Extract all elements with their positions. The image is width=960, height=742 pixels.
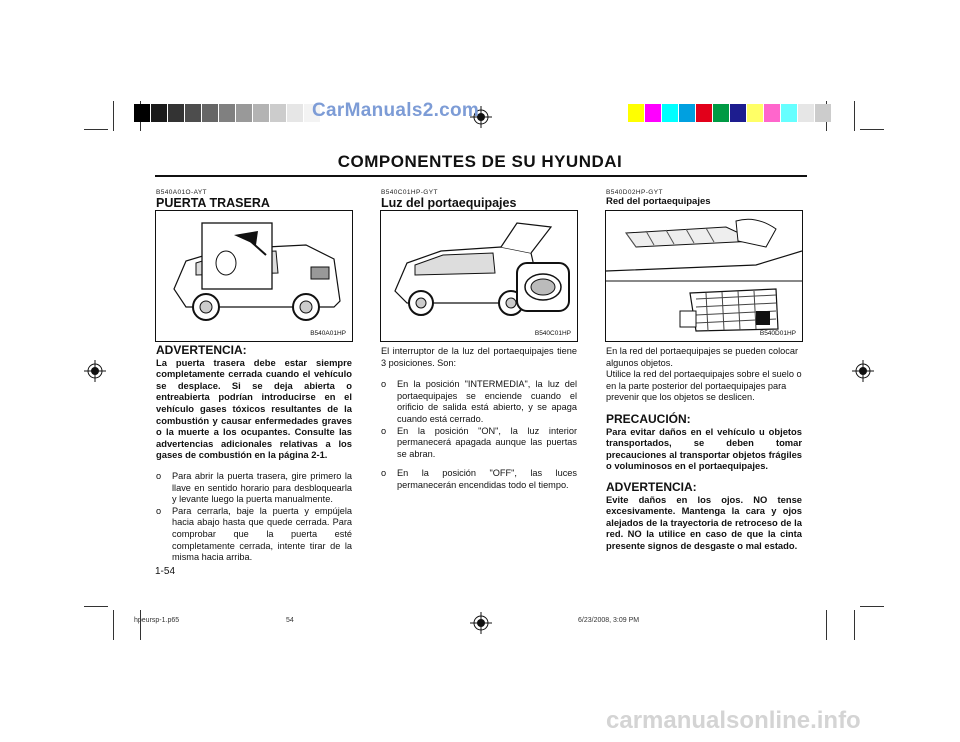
color-swatch bbox=[679, 104, 696, 122]
list-item: o Para abrir la puerta trasera, gire primero la llave en sentido horario para desbloquearla y levante luego la puerta manualmente. bbox=[156, 470, 352, 505]
footer-filename: hpeursp-1.p65 bbox=[134, 617, 180, 624]
warning-body: La puerta trasera debe estar siempre completamente cerrada cuando el vehículo se desplace. Si se deja abierta o entreabierta podrían introducirse en el vehículo gases tóxicos resultantes de la combustión y causar enfermedades graves o la muerte a los ocupantes. Consulte las advertencias adicionales relativas a los gases de combustión en la página 2-1. bbox=[156, 356, 352, 461]
color-swatch bbox=[219, 104, 236, 122]
warning-body: Evite daños en los ojos. NO tense excesivamente. Mantenga la cara y ojos alejados de la trayectoria de retroceso de la red. NO la utilice en caso de que la cinta presente signos de desgaste o mal estado. bbox=[606, 493, 802, 551]
registration-mark-icon bbox=[852, 360, 874, 382]
registration-mark-icon bbox=[84, 360, 106, 382]
color-swatch bbox=[713, 104, 730, 122]
watermark-top[interactable]: CarManuals2.com bbox=[312, 100, 480, 121]
caution-title: PRECAUCIÓN: bbox=[606, 411, 691, 426]
figure-label: B540A01HP bbox=[310, 330, 346, 337]
section-heading-luggage-net: Red del portaequipajes bbox=[606, 196, 711, 207]
page-title: COMPONENTES DE SU HYUNDAI bbox=[337, 152, 623, 171]
list-item: o En la posición "INTERMEDIA", la luz del portaequipajes se enciende cuando el orificio de salida está abierto, y se apaga cuando está cerrado. bbox=[381, 379, 577, 424]
color-swatch bbox=[185, 104, 202, 122]
section-code: B540C01HP-GYT bbox=[381, 189, 438, 196]
color-swatch bbox=[764, 104, 781, 122]
color-swatch bbox=[236, 104, 253, 122]
suv-open-tailgate-illustration bbox=[381, 211, 577, 341]
footer-page: 54 bbox=[286, 617, 294, 624]
color-swatch bbox=[781, 104, 798, 122]
cargo-net-illustration bbox=[606, 211, 802, 341]
color-swatch bbox=[798, 104, 815, 122]
color-swatch bbox=[662, 104, 679, 122]
color-swatch bbox=[815, 104, 832, 122]
tailgate-figure bbox=[155, 210, 353, 342]
footer-date: 6/23/2008, 3:09 PM bbox=[578, 617, 640, 624]
color-swatch bbox=[151, 104, 168, 122]
intro-text: En la red del portaequipajes se pueden colocar algunos objetos. Utilice la red del portaequipajes sobre el suelo o en la parte posterior del portaequipajes para prevenir que los objetos se deslicen. bbox=[606, 346, 802, 403]
color-swatch bbox=[628, 104, 645, 122]
color-swatch bbox=[747, 104, 764, 122]
color-swatch bbox=[730, 104, 747, 122]
page-number: 1-54 bbox=[155, 566, 176, 577]
luggage-net-text bbox=[606, 346, 802, 552]
registration-mark-icon bbox=[470, 612, 492, 634]
list-item: o En la posición "OFF", las luces permanecerán encendidas todo el tiempo. bbox=[381, 468, 577, 490]
color-swatch bbox=[287, 104, 304, 122]
luggage-light-figure bbox=[380, 210, 578, 342]
color-swatch bbox=[202, 104, 219, 122]
color-swatch bbox=[134, 104, 151, 122]
intro-text: El interruptor de la luz del portaequipajes tiene 3 posiciones. Son: bbox=[381, 346, 577, 368]
luggage-light-text bbox=[381, 346, 577, 492]
bullet-list bbox=[156, 471, 352, 564]
bullet-list bbox=[381, 379, 577, 491]
title-divider bbox=[155, 175, 807, 177]
tailgate-text bbox=[156, 345, 352, 564]
watermark-bottom[interactable]: carmanualsonline.info bbox=[606, 707, 861, 734]
grayscale-color-bar bbox=[134, 104, 338, 122]
section-heading-tailgate: PUERTA TRASERA bbox=[156, 196, 270, 210]
section-heading-luggage-light: Luz del portaequipajes bbox=[381, 196, 517, 210]
figure-label: B540C01HP bbox=[534, 330, 571, 337]
color-swatch bbox=[645, 104, 662, 122]
section-code: B540D02HP-GYT bbox=[606, 189, 663, 196]
cmyk-color-bar bbox=[628, 104, 832, 122]
caution-body: Para evitar daños en el vehículo u objetos transportados, se deben tomar precauciones al transportar objetos frágiles o voluminosos en el portaequipajes. bbox=[606, 425, 802, 472]
suv-tailgate-illustration bbox=[156, 211, 352, 341]
warning-title: ADVERTENCIA: bbox=[156, 343, 247, 357]
color-swatch bbox=[270, 104, 287, 122]
color-swatch bbox=[168, 104, 185, 122]
figure-label: B540D01HP bbox=[759, 330, 796, 337]
list-item: o Para cerrarla, baje la puerta y empújela hacia abajo hasta que quede cerrada. Para comprobar que la puerta esté completamente cerrada, intente tirar de la misma hacia arriba. bbox=[156, 505, 352, 563]
color-swatch bbox=[696, 104, 713, 122]
warning-title: ADVERTENCIA: bbox=[606, 479, 697, 494]
color-swatch bbox=[253, 104, 270, 122]
section-code: B540A01O-AYT bbox=[156, 189, 207, 196]
list-item: o En la posición "ON", la luz interior permanecerá apagada aunque las puertas se abran. bbox=[381, 425, 577, 459]
luggage-net-figure bbox=[605, 210, 803, 342]
